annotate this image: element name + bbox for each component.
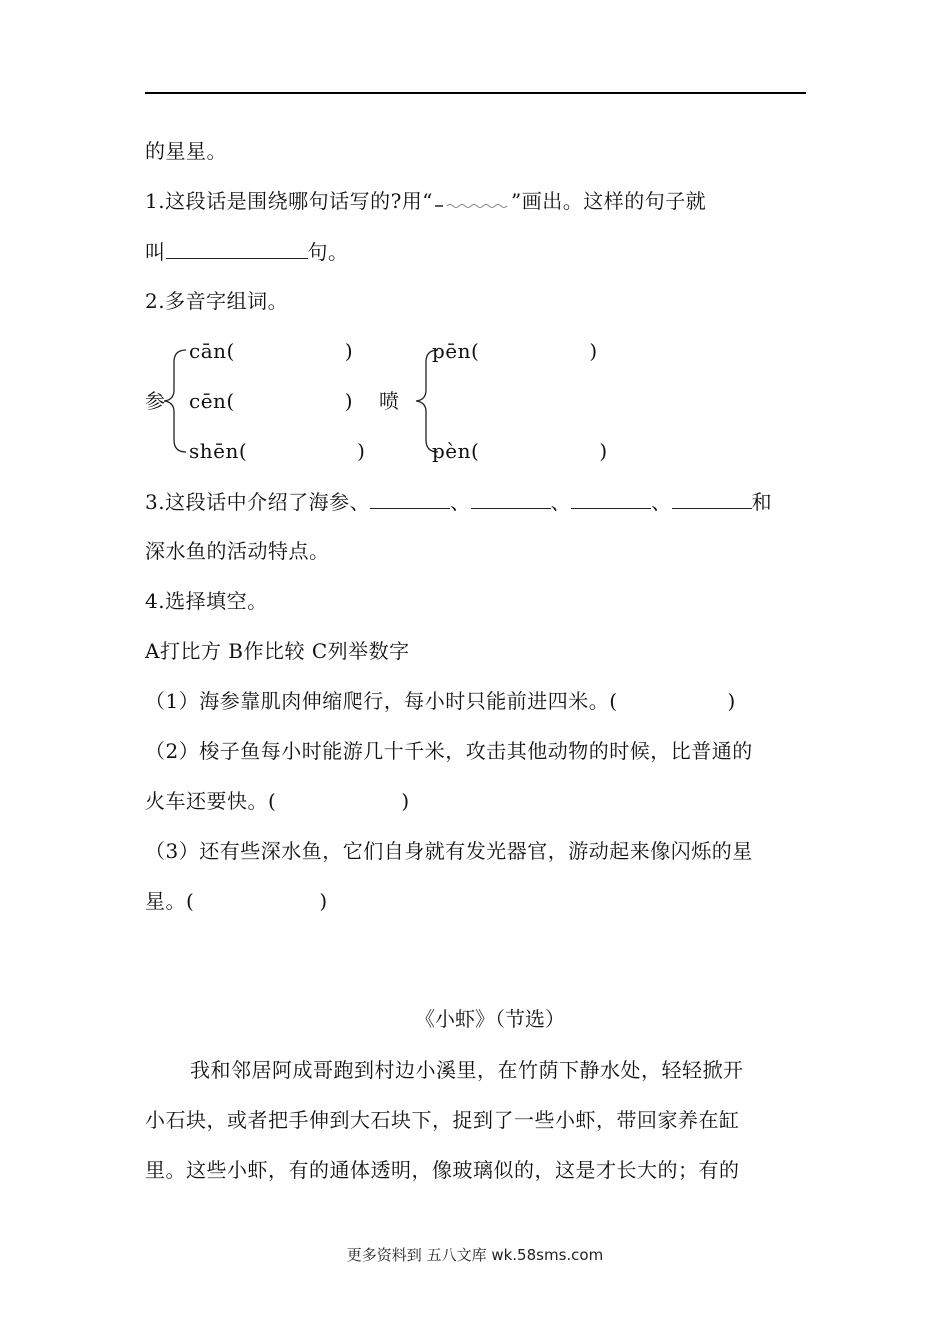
q1-line2-post: 句。 xyxy=(307,240,349,264)
header-rule xyxy=(145,92,806,94)
q4-options: A打比方 B作比较 C列举数字 xyxy=(145,639,410,663)
paren-close: ) xyxy=(401,789,410,813)
q3-line2: 深水鱼的活动特点。 xyxy=(145,539,330,563)
q4-item3-line1: （3）还有些深水鱼，它们自身就有发光器官，游动起来像闪烁的星 xyxy=(145,839,753,863)
q3-sep: 、 xyxy=(450,490,471,514)
passage-line-2: 小石块，或者把手伸到大石块下，捉到了一些小虾，带回家养在缸 xyxy=(145,1108,740,1132)
reading-cen-label: cēn( xyxy=(189,389,235,413)
paren-close: ) xyxy=(344,339,354,363)
q3-text-pre: 3.这段话中介绍了海参、 xyxy=(145,490,371,514)
reading-cen xyxy=(189,386,353,416)
paren-close: ) xyxy=(727,689,736,713)
q4-item1 xyxy=(145,686,736,716)
q4-title: 4.选择填空。 xyxy=(145,589,268,613)
passage-line-1: 我和邻居阿成哥跑到村边小溪里，在竹荫下静水处，轻轻掀开 xyxy=(190,1058,744,1082)
wavy-underline-sample xyxy=(433,186,511,208)
reading-pen1 xyxy=(432,336,598,366)
q1-answer-blank[interactable] xyxy=(166,236,308,259)
q1-line2 xyxy=(145,236,349,267)
reading-can-label: cān( xyxy=(189,339,235,363)
reading-shen-label: shēn( xyxy=(189,439,248,463)
q4-item2-line1: （2）梭子鱼每小时能游几十千米，攻击其他动物的时候，比普通的 xyxy=(145,739,753,763)
q3-sep: 、 xyxy=(550,490,572,514)
q3-blank-1[interactable] xyxy=(370,486,450,509)
paren-close: ) xyxy=(319,889,328,913)
polyphone-char-pen: 喷 xyxy=(379,389,400,413)
reading-pen1-label: pēn( xyxy=(432,339,480,363)
footer-source: 更多资料到 五八文库 wk.58sms.com xyxy=(346,1246,604,1264)
q1-line2-pre: 叫 xyxy=(145,240,166,264)
q3-blank-2[interactable] xyxy=(471,486,551,509)
q2-title: 2.多音字组词。 xyxy=(145,289,289,313)
paren-close: ) xyxy=(599,439,608,463)
q4-item3-line2 xyxy=(145,886,328,916)
paren-close: ) xyxy=(344,389,354,413)
q1-text-pre: 1.这段话是围绕哪句话写的?用“ xyxy=(145,189,434,213)
reading-can xyxy=(189,336,353,366)
paren-close: ) xyxy=(589,339,598,363)
q3-line1 xyxy=(145,486,772,517)
q4-item1-text: （1）海参靠肌肉伸缩爬行，每小时只能前进四米。( xyxy=(145,689,618,713)
reading-pen4 xyxy=(432,436,608,466)
reading-pen4-label: pèn( xyxy=(432,439,480,463)
continuation-text: 的星星。 xyxy=(145,139,227,163)
q4-item2-text: 火车还要快。( xyxy=(145,789,277,813)
polyphone-char-can: 参 xyxy=(145,389,166,413)
q3-blank-4[interactable] xyxy=(672,486,752,509)
q1-line1 xyxy=(145,186,706,216)
q3-blank-3[interactable] xyxy=(571,486,651,509)
q4-item3-text: 星。( xyxy=(145,889,195,913)
q1-text-post: ”画出。这样的句子就 xyxy=(511,189,707,213)
q3-sep: 、 xyxy=(651,490,672,514)
passage-title: 《小虾》（节选） xyxy=(415,1007,565,1031)
paren-close: ) xyxy=(357,439,366,463)
passage-line-3: 里。这些小虾，有的通体透明，像玻璃似的，这是才长大的；有的 xyxy=(145,1158,740,1182)
q4-item2-line2 xyxy=(145,786,410,816)
reading-shen xyxy=(189,436,365,466)
q3-text-post: 和 xyxy=(751,490,773,514)
